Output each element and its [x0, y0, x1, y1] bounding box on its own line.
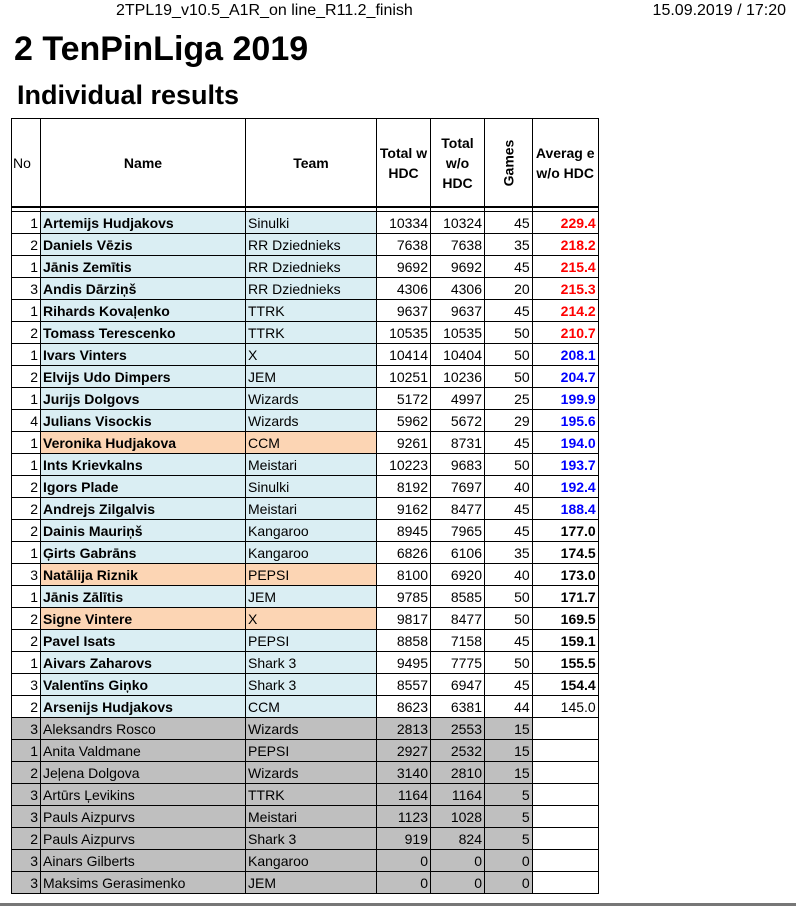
team-cell: Wizards: [246, 410, 377, 432]
games-cell: 35: [485, 542, 533, 564]
rank-cell: 3: [12, 872, 41, 894]
total-w-hdc-cell: 0: [377, 872, 431, 894]
average-cell: 194.0: [532, 432, 598, 454]
total-wo-hdc-cell: 1164: [431, 784, 485, 806]
games-cell: 5: [485, 784, 533, 806]
games-cell: 45: [485, 520, 533, 542]
total-wo-hdc-cell: 7638: [431, 234, 485, 256]
table-row: [12, 542, 599, 564]
average-cell: [532, 784, 598, 806]
total-w-hdc-cell: 9162: [377, 498, 431, 520]
team-cell: Sinulki: [246, 476, 377, 498]
team-cell: Meistari: [246, 806, 377, 828]
average-cell: 210.7: [532, 322, 598, 344]
player-name-cell: Rihards Kovaļenko: [41, 300, 246, 322]
table-row: [12, 696, 599, 718]
average-cell: 173.0: [532, 564, 598, 586]
games-cell: 45: [485, 432, 533, 454]
player-name-cell: Dainis Mauriņš: [41, 520, 246, 542]
games-cell: 20: [485, 278, 533, 300]
rank-cell: 1: [12, 256, 41, 278]
total-w-hdc-cell: 7638: [377, 234, 431, 256]
team-cell: Kangaroo: [246, 542, 377, 564]
table-row: [12, 806, 599, 828]
team-cell: RR Dziednieks: [246, 278, 377, 300]
results-table-wrap: [11, 118, 599, 894]
player-name-cell: Arsenijs Hudjakovs: [41, 696, 246, 718]
total-wo-hdc-cell: 9692: [431, 256, 485, 278]
total-w-hdc-cell: 8858: [377, 630, 431, 652]
games-cell: 50: [485, 454, 533, 476]
table-row: [12, 300, 599, 322]
games-cell: 15: [485, 718, 533, 740]
team-cell: Wizards: [246, 762, 377, 784]
player-name-cell: Signe Vintere: [41, 608, 246, 630]
col-avg-header: Averag e w/o HDC: [532, 119, 598, 208]
table-row: [12, 432, 599, 454]
average-cell: [532, 740, 598, 762]
team-cell: JEM: [246, 586, 377, 608]
team-cell: Meistari: [246, 454, 377, 476]
player-name-cell: Julians Visockis: [41, 410, 246, 432]
team-cell: Wizards: [246, 718, 377, 740]
col-total-w-header: Total w HDC: [377, 119, 431, 208]
rank-cell: 2: [12, 366, 41, 388]
team-cell: Kangaroo: [246, 850, 377, 872]
total-wo-hdc-cell: 8477: [431, 498, 485, 520]
team-cell: PEPSI: [246, 564, 377, 586]
average-cell: 208.1: [532, 344, 598, 366]
total-w-hdc-cell: 5962: [377, 410, 431, 432]
table-row: [12, 850, 599, 872]
average-cell: 193.7: [532, 454, 598, 476]
rank-cell: 4: [12, 410, 41, 432]
games-cell: 40: [485, 476, 533, 498]
results-body: [12, 207, 599, 894]
team-cell: PEPSI: [246, 630, 377, 652]
rank-cell: 1: [12, 212, 41, 234]
table-row: [12, 498, 599, 520]
rank-cell: 1: [12, 344, 41, 366]
total-wo-hdc-cell: 10236: [431, 366, 485, 388]
team-cell: X: [246, 344, 377, 366]
rank-cell: 2: [12, 322, 41, 344]
total-w-hdc-cell: 8192: [377, 476, 431, 498]
total-wo-hdc-cell: 2810: [431, 762, 485, 784]
table-row: [12, 520, 599, 542]
table-row: [12, 278, 599, 300]
total-w-hdc-cell: 8945: [377, 520, 431, 542]
table-row: [12, 234, 599, 256]
rank-cell: 2: [12, 828, 41, 850]
total-wo-hdc-cell: 1028: [431, 806, 485, 828]
total-w-hdc-cell: 1164: [377, 784, 431, 806]
average-cell: [532, 806, 598, 828]
average-cell: 174.5: [532, 542, 598, 564]
total-wo-hdc-cell: 7158: [431, 630, 485, 652]
games-cell: 45: [485, 256, 533, 278]
rank-cell: 2: [12, 608, 41, 630]
total-wo-hdc-cell: 7965: [431, 520, 485, 542]
table-row: [12, 718, 599, 740]
rank-cell: 3: [12, 850, 41, 872]
team-cell: RR Dziednieks: [246, 234, 377, 256]
team-cell: TTRK: [246, 784, 377, 806]
average-cell: 214.2: [532, 300, 598, 322]
table-row: [12, 828, 599, 850]
table-row: [12, 674, 599, 696]
player-name-cell: Aivars Zaharovs: [41, 652, 246, 674]
total-wo-hdc-cell: 6920: [431, 564, 485, 586]
team-cell: X: [246, 608, 377, 630]
average-cell: 177.0: [532, 520, 598, 542]
total-wo-hdc-cell: 7775: [431, 652, 485, 674]
table-row: [12, 652, 599, 674]
games-cell: 50: [485, 344, 533, 366]
total-w-hdc-cell: 2813: [377, 718, 431, 740]
games-cell: 0: [485, 872, 533, 894]
rank-cell: 2: [12, 630, 41, 652]
rank-cell: 1: [12, 652, 41, 674]
player-name-cell: Aleksandrs Rosco: [41, 718, 246, 740]
rank-cell: 2: [12, 520, 41, 542]
rank-cell: 1: [12, 740, 41, 762]
total-w-hdc-cell: 5172: [377, 388, 431, 410]
table-row: [12, 762, 599, 784]
total-w-hdc-cell: 8557: [377, 674, 431, 696]
average-cell: [532, 872, 598, 894]
rank-cell: 3: [12, 784, 41, 806]
rank-cell: 3: [12, 806, 41, 828]
team-cell: Shark 3: [246, 828, 377, 850]
total-w-hdc-cell: 919: [377, 828, 431, 850]
table-row: [12, 410, 599, 432]
player-name-cell: Ivars Vinters: [41, 344, 246, 366]
total-wo-hdc-cell: 6947: [431, 674, 485, 696]
player-name-cell: Jurijs Dolgovs: [41, 388, 246, 410]
total-w-hdc-cell: 10223: [377, 454, 431, 476]
total-wo-hdc-cell: 2532: [431, 740, 485, 762]
total-wo-hdc-cell: 10404: [431, 344, 485, 366]
total-wo-hdc-cell: 8477: [431, 608, 485, 630]
average-cell: 171.7: [532, 586, 598, 608]
total-w-hdc-cell: 9817: [377, 608, 431, 630]
average-cell: 145.0: [532, 696, 598, 718]
player-name-cell: Igors Plade: [41, 476, 246, 498]
total-wo-hdc-cell: 2553: [431, 718, 485, 740]
total-w-hdc-cell: 9637: [377, 300, 431, 322]
table-row: [12, 388, 599, 410]
team-cell: Sinulki: [246, 212, 377, 234]
table-row: [12, 344, 599, 366]
player-name-cell: Artemijs Hudjakovs: [41, 212, 246, 234]
average-cell: 199.9: [532, 388, 598, 410]
total-w-hdc-cell: 9785: [377, 586, 431, 608]
team-cell: Meistari: [246, 498, 377, 520]
total-wo-hdc-cell: 4997: [431, 388, 485, 410]
team-cell: PEPSI: [246, 740, 377, 762]
games-cell: 45: [485, 630, 533, 652]
total-w-hdc-cell: 1123: [377, 806, 431, 828]
games-cell: 45: [485, 212, 533, 234]
average-cell: 204.7: [532, 366, 598, 388]
average-cell: [532, 718, 598, 740]
player-name-cell: Ints Krievkalns: [41, 454, 246, 476]
average-cell: 218.2: [532, 234, 598, 256]
col-games-header-cell: [485, 119, 533, 208]
total-w-hdc-cell: 10535: [377, 322, 431, 344]
print-datetime: 15.09.2019 / 17:20: [652, 2, 786, 19]
rank-cell: 1: [12, 388, 41, 410]
table-row: [12, 454, 599, 476]
table-row: [12, 476, 599, 498]
player-name-cell: Valentīns Giņko: [41, 674, 246, 696]
table-row: [12, 564, 599, 586]
player-name-cell: Veronika Hudjakova: [41, 432, 246, 454]
player-name-cell: Ainars Gilberts: [41, 850, 246, 872]
total-wo-hdc-cell: 5672: [431, 410, 485, 432]
total-w-hdc-cell: 9692: [377, 256, 431, 278]
table-row: [12, 784, 599, 806]
total-wo-hdc-cell: 9637: [431, 300, 485, 322]
games-cell: 50: [485, 366, 533, 388]
total-wo-hdc-cell: 10535: [431, 322, 485, 344]
games-cell: 50: [485, 652, 533, 674]
team-cell: Shark 3: [246, 674, 377, 696]
total-w-hdc-cell: 4306: [377, 278, 431, 300]
games-cell: 50: [485, 322, 533, 344]
table-row: [12, 740, 599, 762]
table-row: [12, 630, 599, 652]
total-w-hdc-cell: 8100: [377, 564, 431, 586]
games-cell: 29: [485, 410, 533, 432]
table-row: [12, 212, 599, 234]
player-name-cell: Anita Valdmane: [41, 740, 246, 762]
games-cell: 50: [485, 586, 533, 608]
rank-cell: 2: [12, 234, 41, 256]
rank-cell: 3: [12, 564, 41, 586]
player-name-cell: Ģirts Gabrāns: [41, 542, 246, 564]
player-name-cell: Pavel Isats: [41, 630, 246, 652]
total-w-hdc-cell: 8623: [377, 696, 431, 718]
games-cell: 15: [485, 740, 533, 762]
rank-cell: 1: [12, 542, 41, 564]
games-cell: 0: [485, 850, 533, 872]
rank-cell: 2: [12, 762, 41, 784]
team-cell: TTRK: [246, 322, 377, 344]
games-cell: 35: [485, 234, 533, 256]
table-row: [12, 366, 599, 388]
rank-cell: 3: [12, 278, 41, 300]
games-cell: 44: [485, 696, 533, 718]
total-w-hdc-cell: 10251: [377, 366, 431, 388]
player-name-cell: Jeļena Dolgova: [41, 762, 246, 784]
total-wo-hdc-cell: 6106: [431, 542, 485, 564]
total-wo-hdc-cell: 7697: [431, 476, 485, 498]
average-cell: [532, 828, 598, 850]
results-table: [11, 118, 599, 894]
games-cell: 45: [485, 674, 533, 696]
average-cell: 215.4: [532, 256, 598, 278]
average-cell: 195.6: [532, 410, 598, 432]
team-cell: JEM: [246, 366, 377, 388]
games-cell: 50: [485, 608, 533, 630]
total-wo-hdc-cell: 0: [431, 872, 485, 894]
total-w-hdc-cell: 0: [377, 850, 431, 872]
total-wo-hdc-cell: 6381: [431, 696, 485, 718]
player-name-cell: Jānis Zālītis: [41, 586, 246, 608]
total-w-hdc-cell: 10414: [377, 344, 431, 366]
total-wo-hdc-cell: 824: [431, 828, 485, 850]
rank-cell: 1: [12, 432, 41, 454]
team-cell: TTRK: [246, 300, 377, 322]
rank-cell: 1: [12, 454, 41, 476]
table-row: [12, 608, 599, 630]
col-name-header: Name: [41, 119, 246, 208]
games-cell: 45: [485, 498, 533, 520]
col-games-header: Games: [500, 139, 517, 186]
team-cell: JEM: [246, 872, 377, 894]
team-cell: CCM: [246, 432, 377, 454]
rank-cell: 2: [12, 498, 41, 520]
average-cell: 155.5: [532, 652, 598, 674]
player-name-cell: Tomass Terescenko: [41, 322, 246, 344]
file-name: 2TPL19_v10.5_A1R_on line_R11.2_finish: [116, 2, 413, 19]
table-row: [12, 322, 599, 344]
average-cell: 169.5: [532, 608, 598, 630]
header-row: [12, 119, 599, 208]
player-name-cell: Pauls Aizpurvs: [41, 828, 246, 850]
team-cell: Wizards: [246, 388, 377, 410]
rank-cell: 3: [12, 718, 41, 740]
average-cell: 192.4: [532, 476, 598, 498]
rank-cell: 3: [12, 674, 41, 696]
col-team-header: Team: [246, 119, 377, 208]
total-wo-hdc-cell: 8585: [431, 586, 485, 608]
games-cell: 15: [485, 762, 533, 784]
team-cell: Kangaroo: [246, 520, 377, 542]
average-cell: 154.4: [532, 674, 598, 696]
games-cell: 5: [485, 828, 533, 850]
average-cell: 229.4: [532, 212, 598, 234]
table-row: [12, 586, 599, 608]
player-name-cell: Maksims Gerasimenko: [41, 872, 246, 894]
games-cell: 25: [485, 388, 533, 410]
page-title: 2 TenPinLiga 2019: [14, 30, 309, 68]
player-name-cell: Daniels Vēzis: [41, 234, 246, 256]
player-name-cell: Jānis Zemītis: [41, 256, 246, 278]
player-name-cell: Pauls Aizpurvs: [41, 806, 246, 828]
rank-cell: 1: [12, 586, 41, 608]
average-cell: [532, 762, 598, 784]
total-w-hdc-cell: 10334: [377, 212, 431, 234]
total-w-hdc-cell: 3140: [377, 762, 431, 784]
team-cell: RR Dziednieks: [246, 256, 377, 278]
player-name-cell: Artūrs Ļevikins: [41, 784, 246, 806]
games-cell: 45: [485, 300, 533, 322]
rank-cell: 2: [12, 696, 41, 718]
total-w-hdc-cell: 6826: [377, 542, 431, 564]
games-cell: 40: [485, 564, 533, 586]
col-total-wo-header: Total w/o HDC: [431, 119, 485, 208]
games-cell: 5: [485, 806, 533, 828]
player-name-cell: Andrejs Zilgalvis: [41, 498, 246, 520]
table-row: [12, 872, 599, 894]
total-w-hdc-cell: 2927: [377, 740, 431, 762]
rank-cell: 2: [12, 476, 41, 498]
total-wo-hdc-cell: 10324: [431, 212, 485, 234]
average-cell: 215.3: [532, 278, 598, 300]
total-wo-hdc-cell: 9683: [431, 454, 485, 476]
average-cell: 188.4: [532, 498, 598, 520]
player-name-cell: Natālija Riznik: [41, 564, 246, 586]
total-wo-hdc-cell: 0: [431, 850, 485, 872]
average-cell: [532, 850, 598, 872]
total-w-hdc-cell: 9261: [377, 432, 431, 454]
player-name-cell: Elvijs Udo Dimpers: [41, 366, 246, 388]
total-wo-hdc-cell: 8731: [431, 432, 485, 454]
page-subtitle: Individual results: [17, 80, 240, 110]
team-cell: Shark 3: [246, 652, 377, 674]
average-cell: 159.1: [532, 630, 598, 652]
col-no-header: No: [12, 119, 41, 208]
total-wo-hdc-cell: 4306: [431, 278, 485, 300]
table-row: [12, 256, 599, 278]
player-name-cell: Andis Dārziņš: [41, 278, 246, 300]
total-w-hdc-cell: 9495: [377, 652, 431, 674]
rank-cell: 1: [12, 300, 41, 322]
team-cell: CCM: [246, 696, 377, 718]
